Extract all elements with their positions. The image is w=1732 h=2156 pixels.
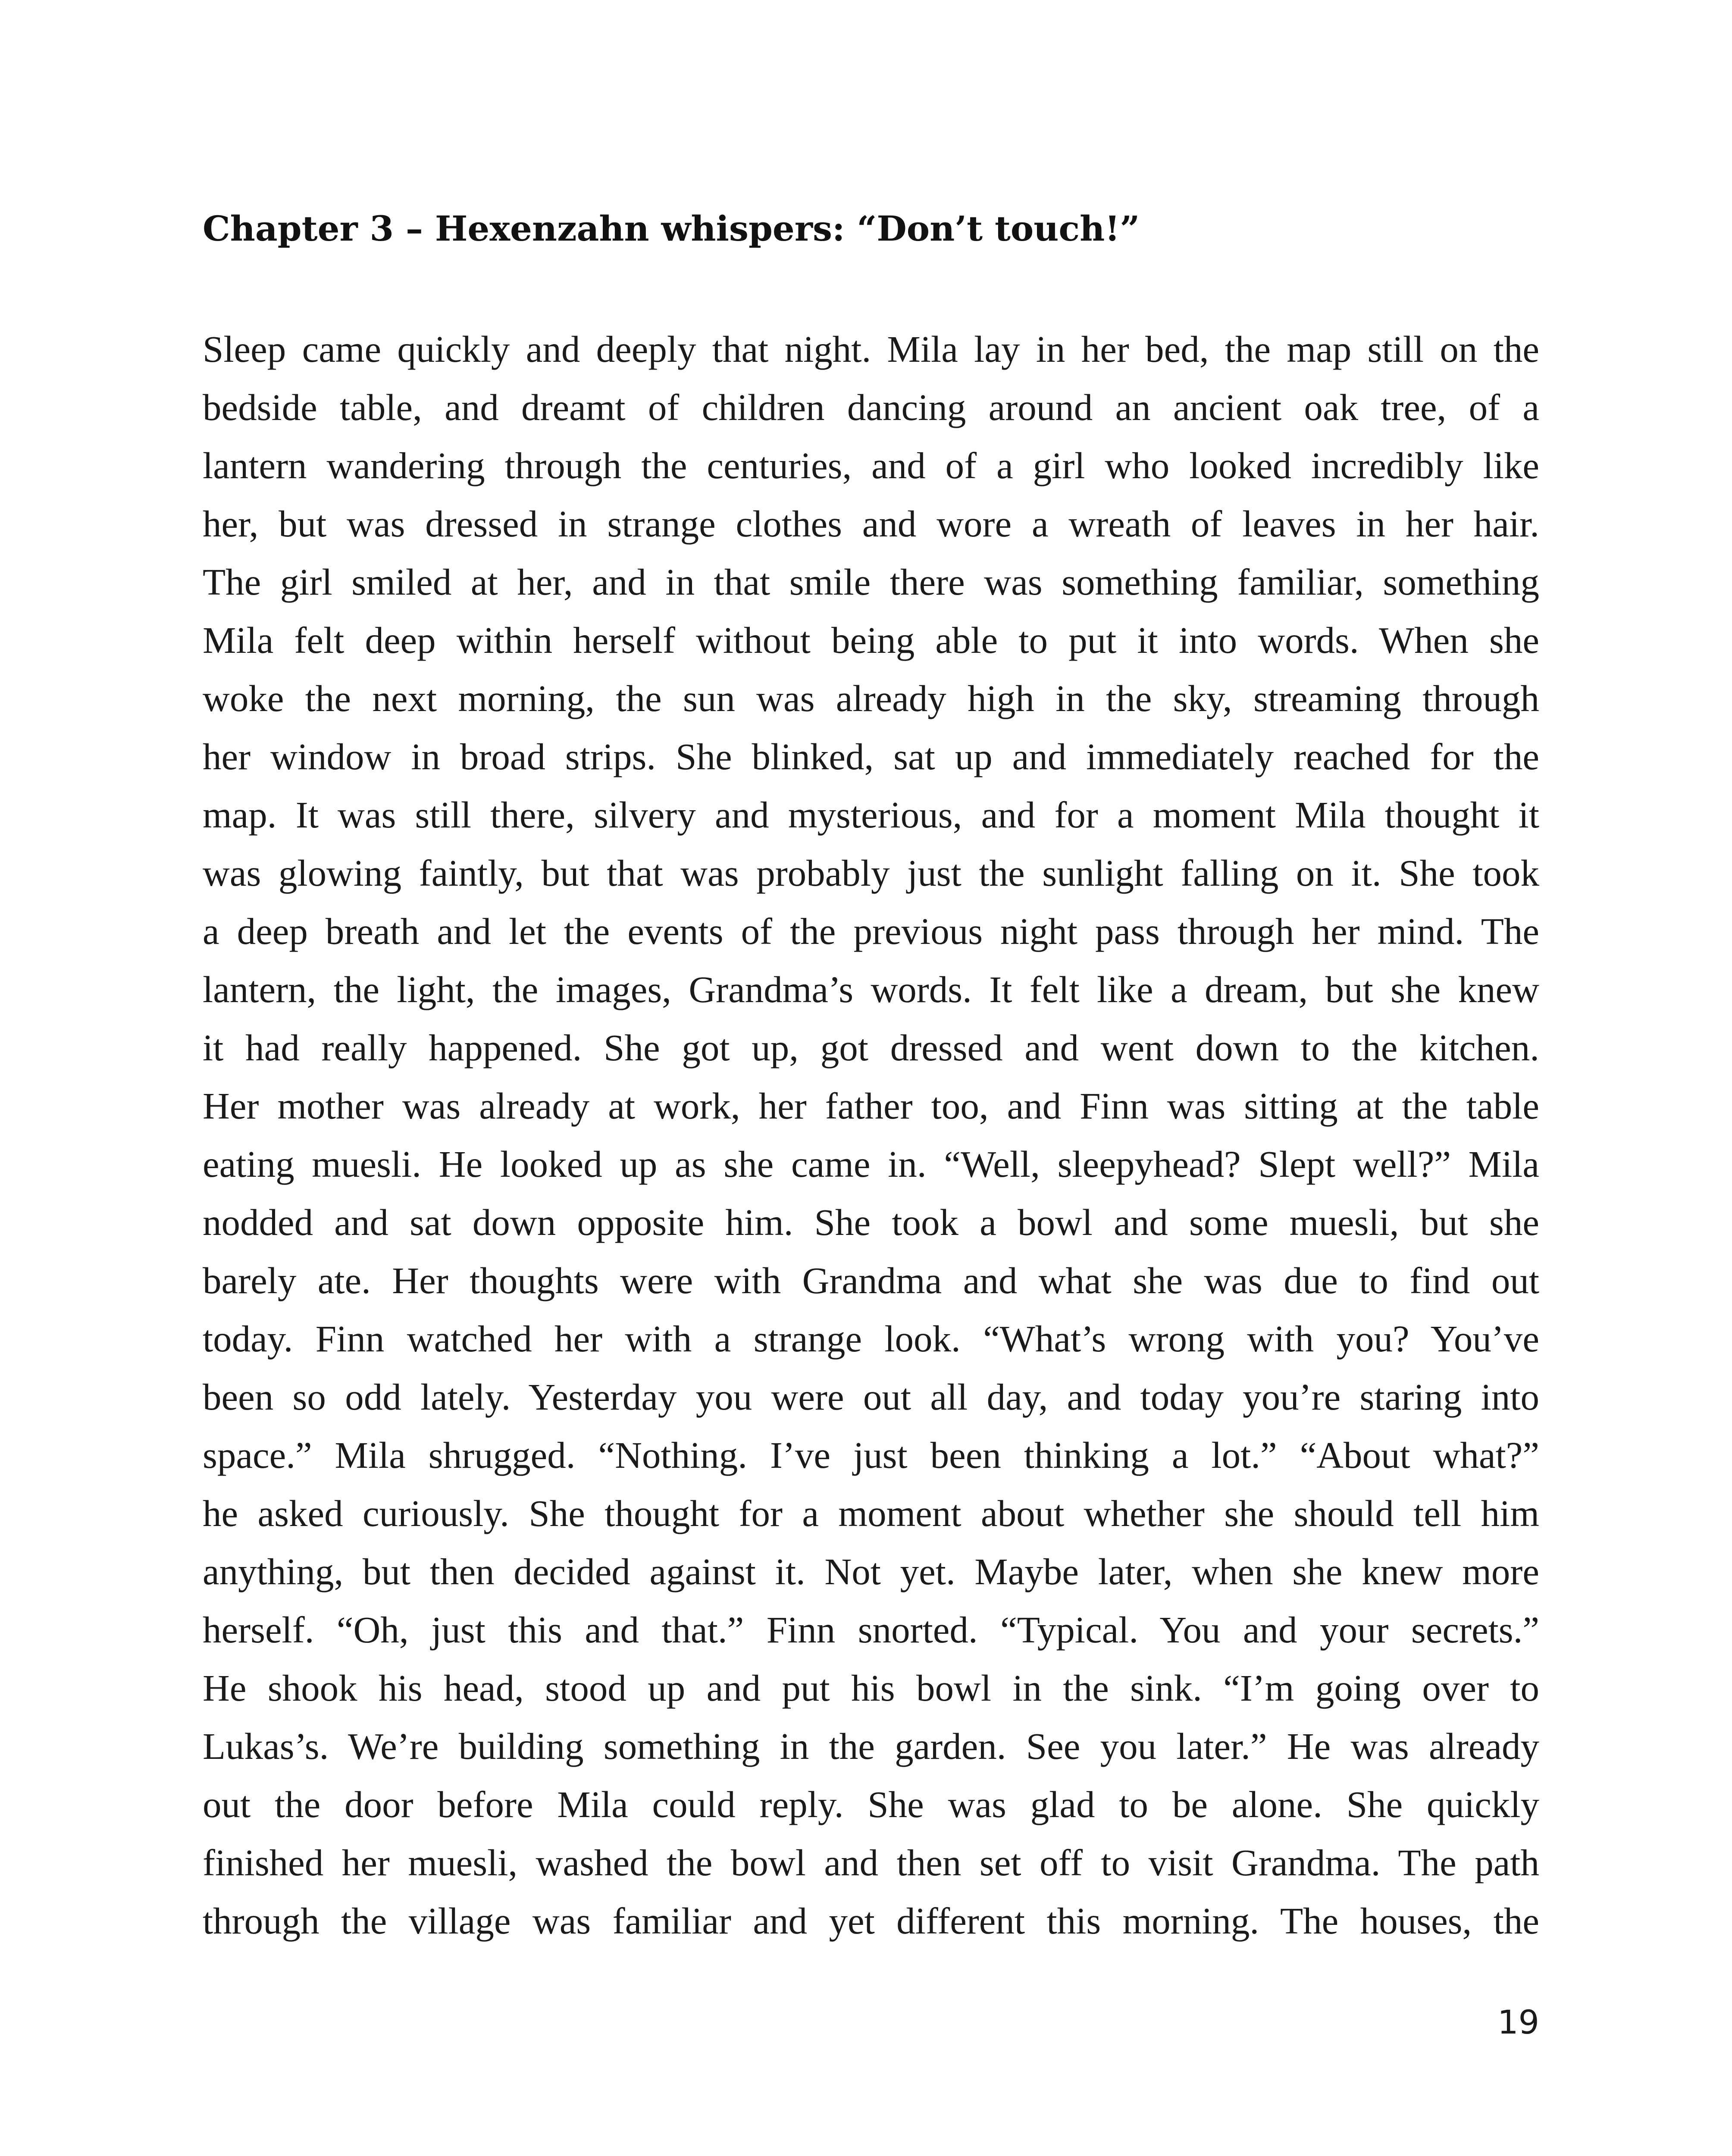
- text-line: was glowing faintly, but that was probably just the sunlight falling on it. She took: [203, 852, 1539, 894]
- text-line: her window in broad strips. She blinked, sat up and immediately reached for the: [203, 736, 1539, 777]
- text-line: anything, but then decided against it. Not yet. Maybe later, when she knew more: [203, 1551, 1539, 1592]
- text-line: today. Finn watched her with a strange look. “What’s wrong with you? You’ve: [203, 1318, 1539, 1360]
- text-line: woke the next morning, the sun was already high in the sky, streaming through: [203, 677, 1539, 719]
- text-line: lantern, the light, the images, Grandma’s words. It felt like a dream, but she knew: [203, 968, 1539, 1010]
- text-line: he asked curiously. She thought for a moment about whether she should tell him: [203, 1492, 1539, 1534]
- text-line: nodded and sat down opposite him. She took a bowl and some muesli, but she: [203, 1201, 1539, 1243]
- chapter-title: Chapter 3 – Hexenzahn whispers: “Don’t touch!”: [203, 208, 1140, 249]
- text-line: bedside table, and dreamt of children dancing around an ancient oak tree, of a: [203, 386, 1539, 428]
- text-line: Her mother was already at work, her father too, and Finn was sitting at the table: [203, 1085, 1539, 1127]
- page-number: 19: [1497, 2003, 1539, 2041]
- body-text: [203, 320, 1539, 1950]
- text-line: lantern wandering through the centuries, and of a girl who looked incredibly like: [203, 445, 1539, 486]
- text-line: Lukas’s. We’re building something in the garden. See you later.” He was already: [203, 1725, 1539, 1767]
- text-line: her, but was dressed in strange clothes and wore a wreath of leaves in her hair.: [203, 503, 1539, 545]
- text-line: He shook his head, stood up and put his bowl in the sink. “I’m going over to: [203, 1667, 1539, 1709]
- text-line: space.” Mila shrugged. “Nothing. I’ve just been thinking a lot.” “About what?”: [203, 1434, 1539, 1476]
- text-line: a deep breath and let the events of the previous night pass through her mind. The: [203, 910, 1539, 952]
- text-line: eating muesli. He looked up as she came in. “Well, sleepyhead? Slept well?” Mila: [203, 1143, 1539, 1185]
- text-line: through the village was familiar and yet different this morning. The houses, the: [203, 1900, 1539, 1942]
- text-line: out the door before Mila could reply. She was glad to be alone. She quickly: [203, 1783, 1539, 1825]
- text-line: it had really happened. She got up, got dressed and went down to the kitchen.: [203, 1027, 1539, 1069]
- text-line: Sleep came quickly and deeply that night. Mila lay in her bed, the map still on the: [203, 328, 1539, 370]
- text-line: been so odd lately. Yesterday you were out all day, and today you’re staring into: [203, 1376, 1539, 1418]
- text-line: herself. “Oh, just this and that.” Finn snorted. “Typical. You and your secrets.”: [203, 1609, 1539, 1651]
- text-line: barely ate. Her thoughts were with Grandma and what she was due to find out: [203, 1260, 1539, 1301]
- text-line: finished her muesli, washed the bowl and then set off to visit Grandma. The path: [203, 1842, 1539, 1883]
- text-line: Mila felt deep within herself without being able to put it into words. When she: [203, 619, 1539, 661]
- text-line: The girl smiled at her, and in that smile there was something familiar, something: [203, 561, 1539, 603]
- text-line: map. It was still there, silvery and mysterious, and for a moment Mila thought it: [203, 794, 1539, 836]
